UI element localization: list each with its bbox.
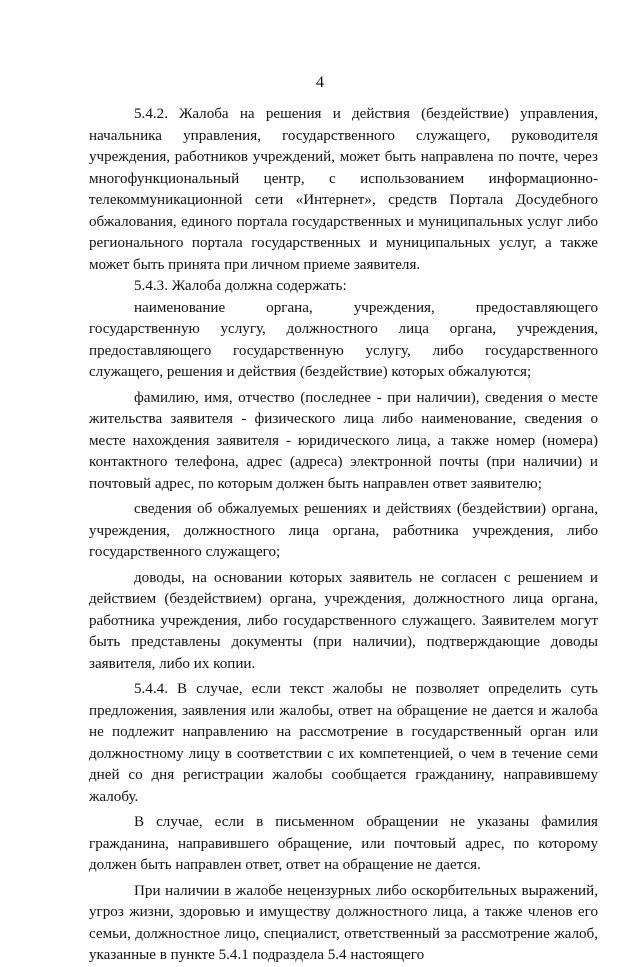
paragraph-5-4-4: 5.4.4. В случае, если текст жалобы не позволяет определить суть предложения, заявления или жалобы, ответ на обращение не дается и жалоба не подлежит направлению на рассмотрение в государственный орган или должностному лицу в соответствии с их компетенцией, о чем в течение семи дней со дня регистрации жалобы сообщается гражданину, направившему жалобу. <box>89 681 598 805</box>
paragraph-obscene-expressions: При наличии в жалобе нецензурных либо оскорбительных выражений, угроз жизни, здоровью и имуществу должностного лица, а также членов его семьи, должностное лицо, специалист, ответственный за рассмотрение жалоб, указанные в пункте 5.4.1 подраздела 5.4 настоящего <box>89 882 598 963</box>
scan-edge-line <box>200 898 450 899</box>
document-body <box>89 104 598 967</box>
list-item-applicant-details: фамилию, имя, отчество (последнее - при наличии), сведения о месте жительства заявителя - физического лица либо наименование, сведения о месте нахождения заявителя - юридического лица, а также номер (номера) контактного телефона, адрес (адреса) электронной почты (при наличии) и почтовый адрес, по которым должен быть направлен ответ заявителю; <box>89 389 598 492</box>
page-number: 4 <box>316 74 324 91</box>
paragraph-5-4-2: 5.4.2. Жалоба на решения и действия (бездействие) управления, начальника управления, государственного служащего, руководителя учреждения, работников учреждений, может быть направлена по почте, через многофункциональный центр, с использованием информационно-телекоммуникационной сети «Интернет», средств Портала Досудебного обжалования, единого портала государственных и муниципальных услуг либо регионального портала государственных и муниципальных услуг, а также может быть принята при личном приеме заявителя. <box>89 106 598 273</box>
list-item-appealed-decisions: сведения об обжалуемых решениях и действиях (бездействии) органа, учреждения, должностного лица органа, работника учреждения, либо государственного служащего; <box>89 501 598 560</box>
list-item-organ-name: наименование органа, учреждения, предоставляющего государственную услугу, должностного лица органа, учреждения, предоставляющего государственную услугу, либо государственного служащего, решения и действия (бездействие) которых обжалуются; <box>89 299 598 380</box>
paragraph-5-4-3-heading: 5.4.3. Жалоба должна содержать: <box>134 278 347 294</box>
paragraph-no-name-or-address: В случае, если в письменном обращении не указаны фамилия гражданина, направившего обращение, или почтовый адрес, по которому должен быть направлен ответ, ответ на обращение не дается. <box>89 814 598 873</box>
list-item-arguments: доводы, на основании которых заявитель не согласен с решением и действием (бездействием) органа, учреждения, должностного лица органа, работника учреждения, либо государственного служащего. Заявителем могут быть представлены документы (при наличии), подтверждающие доводы заявителя, либо их копии. <box>89 569 598 672</box>
